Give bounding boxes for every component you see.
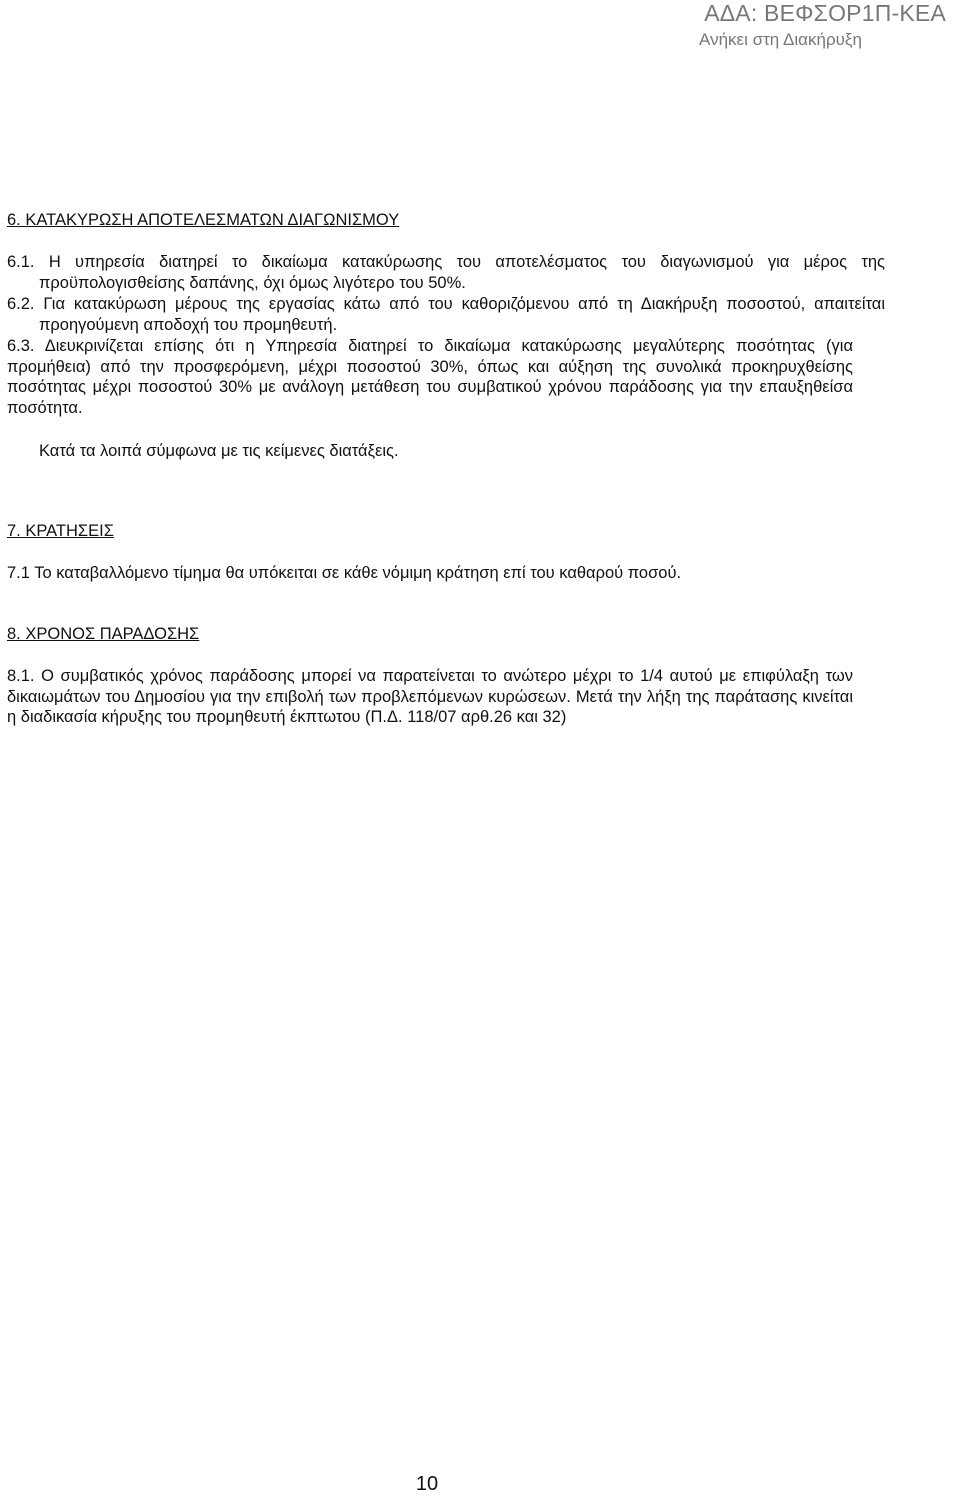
paragraph-6-3: 6.3. Διευκρινίζεται επίσης ότι η Υπηρεσία διατηρεί το δικαίωμα κατακύρωσης μεγαλύτερης ποσότητας (για προμήθεια) από την προσφερόμενη, μέχρι ποσοστού 30%, όπως και αύξηση της συνολικά προκηρυχθείσης ποσότητας μέχρι ποσοστού 30% με ανάλογη μετάθεση του συμβατικού χρόνου παράδοσης για την επαυξηθείσα ποσότητα. — [7, 337, 853, 417]
section-8-heading: 8. ΧΡΟΝΟΣ ΠΑΡΑΔΟΣΗΣ — [7, 625, 200, 643]
section-6-heading: 6. ΚΑΤΑΚΥΡΩΣΗ ΑΠΟΤΕΛΕΣΜΑΤΩΝ ΔΙΑΓΩΝΙΣΜΟΥ — [7, 211, 400, 229]
ada-note: Ανήκει στη Διακήρυξη — [699, 30, 862, 49]
section-7-heading: 7. ΚΡΑΤΗΣΕΙΣ — [7, 522, 114, 540]
paragraph-6-1: 6.1. Η υπηρεσία διατηρεί το δικαίωμα κατακύρωσης του αποτελέσματος του διαγωνισμού για μέρος της προϋπολογισθείσης δαπάνης, όχι όμως λιγότερο του 50%. — [7, 253, 885, 292]
paragraph-8-1: 8.1. Ο συμβατικός χρόνος παράδοσης μπορεί να παρατείνεται το ανώτερο μέχρι το 1/4 αυτού με επιφύλαξη των δικαιωμάτων του Δημοσίου για την επιβολή των προβλεπόμενων κυρώσεων. Μετά την λήξη της παράτασης κινείται η διαδικασία κήρυξης του προμηθευτή έκπτωτου (Π.Δ. 118/07 αρθ.26 και 32) — [7, 667, 853, 726]
paragraph-7-1: 7.1 Το καταβαλλόμενο τίμημα θα υπόκειται σε κάθε νόμιμη κράτηση επί του καθαρού ποσού. — [7, 564, 682, 582]
ada-code: ΑΔΑ: ΒΕΦΣΟΡ1Π-ΚΕΑ — [704, 0, 946, 26]
paragraph-6-2: 6.2. Για κατακύρωση μέρους της εργασίας κάτω από του καθοριζόμενου από τη Διακήρυξη ποσοστού, απαιτείται προηγούμενη αποδοχή του προμηθευτή. — [7, 295, 885, 334]
page-number: 10 — [415, 1473, 439, 1495]
closing-statement: Κατά τα λοιπά σύμφωνα με τις κείμενες διατάξεις. — [39, 442, 399, 460]
